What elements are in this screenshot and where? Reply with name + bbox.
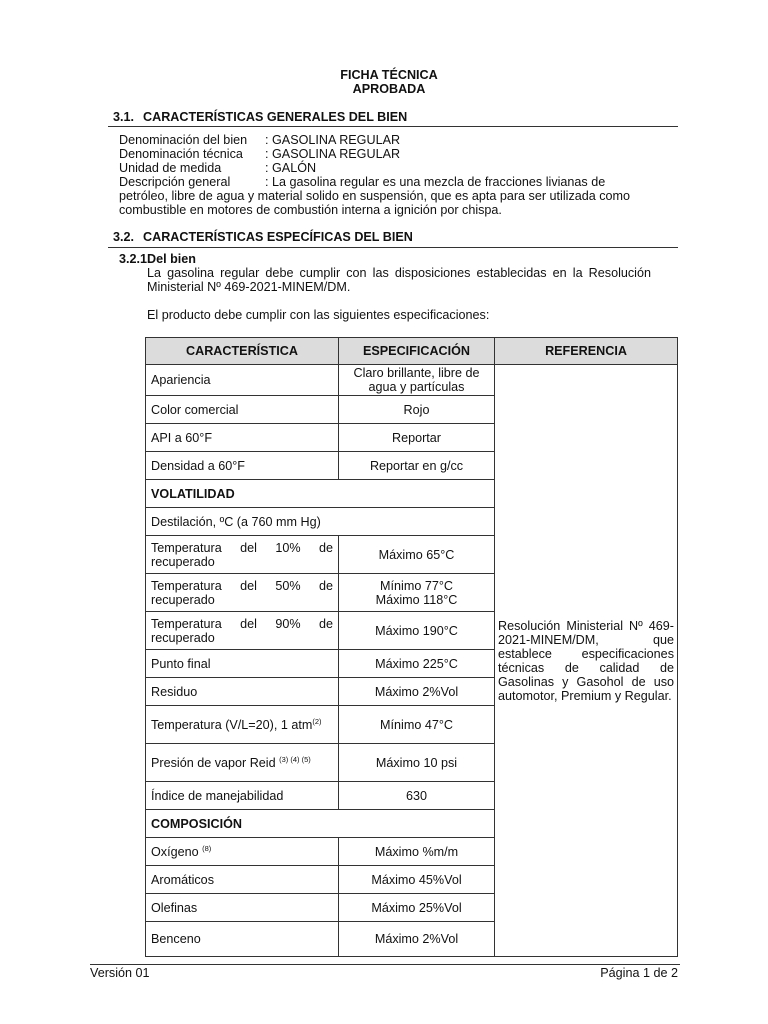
- descripcion-continuation: petróleo, libre de agua y material solido en suspensión, que es apta para ser utilizada como combustible en motores de combustión interna a ignición por chispa.: [119, 189, 631, 218]
- title-line-1: FICHA TÉCNICA: [340, 68, 438, 82]
- cell-name: Apariencia: [146, 365, 339, 396]
- section-1-rule: [108, 126, 678, 127]
- cell-name: Benceno: [146, 922, 339, 957]
- cell-name: Densidad a 60°F: [146, 452, 339, 480]
- subsection-title: Del bien: [147, 252, 196, 266]
- cell-spec: Máximo 45%Vol: [339, 866, 495, 894]
- cell-spec: Máximo 2%Vol: [339, 678, 495, 706]
- kv-descripcion-general: Descripción general : La gasolina regular es una mezcla de fracciones livianas de: [119, 175, 606, 189]
- cell-spec: Mínimo 77°C Máximo 118°C: [339, 574, 495, 612]
- footnote-ref: (3) (4) (5): [279, 754, 311, 764]
- cell-name: Índice de manejabilidad: [146, 782, 339, 810]
- cell-spec: Reportar en g/cc: [339, 452, 495, 480]
- cell-name: Temperatura del 50% de recuperado: [146, 574, 339, 612]
- cell-destilacion: Destilación, ºC (a 760 mm Hg): [146, 508, 495, 536]
- subsection-heading: [119, 252, 196, 266]
- paragraph-resolucion: La gasolina regular debe cumplir con las disposiciones establecidas en la Resolución Ministerial Nº 469-2021-MINEM/DM.: [147, 266, 651, 295]
- title-line-2: APROBADA: [352, 82, 426, 96]
- paragraph-especificaciones: El producto debe cumplir con las siguientes especificaciones:: [147, 308, 490, 322]
- footnote-ref: (2): [312, 716, 322, 726]
- cell-spec: Máximo 65°C: [339, 536, 495, 574]
- footer-version: Versión 01: [90, 966, 150, 980]
- document-title: [0, 68, 768, 96]
- header-especificacion: ESPECIFICACIÓN: [339, 338, 495, 365]
- cell-name: Temperatura del 10% de recuperado: [146, 536, 339, 574]
- section-1-heading: [113, 110, 407, 124]
- cell-name: Temperatura (V/L=20), 1 atm$^{(2)}$: [146, 706, 339, 744]
- cell-spec: Máximo 190°C: [339, 612, 495, 650]
- cell-spec: 630: [339, 782, 495, 810]
- section-2-rule: [108, 247, 678, 248]
- cell-name: Punto final: [146, 650, 339, 678]
- section-1-title: CARACTERÍSTICAS GENERALES DEL BIEN: [143, 110, 408, 124]
- table-row: [146, 365, 678, 396]
- footer-page-number: Página 1 de 2: [600, 966, 678, 980]
- section-2-number: 3.2.: [113, 230, 135, 244]
- cell-spec: Máximo 25%Vol: [339, 894, 495, 922]
- cell-name: Presión de vapor Reid $^{(3) (4) (5)}$: [146, 744, 339, 782]
- footer-rule: [90, 964, 680, 965]
- section-1-number: 3.1.: [113, 110, 135, 124]
- cell-spec: Rojo: [339, 396, 495, 424]
- reference-cell: Resolución Ministerial Nº 469-2021-MINEM/DM, que establece especificaciones técnicas de calidad de Gasolinas y Gasohol de uso automotor, Premium y Regular.: [495, 365, 678, 957]
- cell-name: Color comercial: [146, 396, 339, 424]
- section-2-heading: [113, 230, 413, 244]
- cell-spec: Máximo 225°C: [339, 650, 495, 678]
- kv-denominacion-bien: Denominación del bien : GASOLINA REGULAR: [119, 133, 401, 147]
- group-volatilidad: VOLATILIDAD: [146, 480, 495, 508]
- cell-name: Oxígeno $^{(8)}$: [146, 838, 339, 866]
- cell-spec: Máximo %m/m: [339, 838, 495, 866]
- kv-denominacion-tecnica: Denominación técnica : GASOLINA REGULAR: [119, 147, 401, 161]
- cell-spec: Mínimo 47°C: [339, 706, 495, 744]
- cell-spec: Máximo 10 psi: [339, 744, 495, 782]
- header-referencia: REFERENCIA: [495, 338, 678, 365]
- kv-unidad-medida: Unidad de medida : GALÓN: [119, 161, 317, 175]
- cell-name: Olefinas: [146, 894, 339, 922]
- cell-spec: Claro brillante, libre de agua y partículas: [339, 365, 495, 396]
- cell-spec: Reportar: [339, 424, 495, 452]
- cell-spec: Máximo 2%Vol: [339, 922, 495, 957]
- subsection-number: 3.2.1.: [119, 252, 151, 266]
- group-composicion: COMPOSICIÓN: [146, 810, 495, 838]
- cell-name: Residuo: [146, 678, 339, 706]
- footnote-ref: (8): [202, 843, 212, 853]
- cell-name: Aromáticos: [146, 866, 339, 894]
- cell-name: API a 60°F: [146, 424, 339, 452]
- table-header-row: [146, 338, 678, 365]
- header-caracteristica: CARACTERÍSTICA: [146, 338, 339, 365]
- section-2-title: CARACTERÍSTICAS ESPECÍFICAS DEL BIEN: [143, 230, 413, 244]
- cell-name: Temperatura del 90% de recuperado: [146, 612, 339, 650]
- specifications-table: [145, 337, 678, 957]
